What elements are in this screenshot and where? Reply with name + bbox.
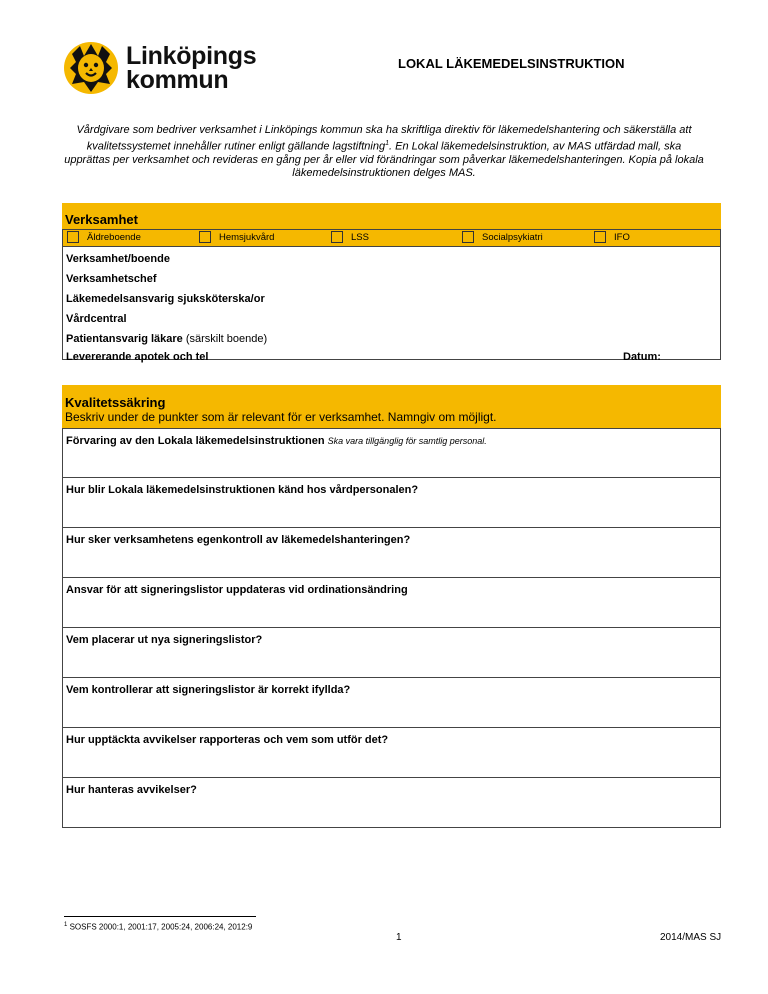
field-note: (särskilt boende) <box>182 333 268 345</box>
document-code: 2014/MAS SJ <box>660 932 722 943</box>
verksamhet-section <box>62 203 721 363</box>
document-title: LOKAL LÄKEMEDELSINSTRUKTION <box>398 56 625 71</box>
checkbox-square-icon <box>331 231 343 243</box>
question-list <box>62 428 721 828</box>
logo-line-2: kommun <box>126 66 229 94</box>
logo-wordmark <box>126 44 256 92</box>
question-label: Hur hanteras avvikelser? <box>66 784 197 796</box>
lion-emblem-icon <box>62 40 120 96</box>
question-box[interactable] <box>62 778 721 828</box>
footnote <box>64 922 252 932</box>
question-box[interactable] <box>62 678 721 728</box>
checkbox-label: IFO <box>614 232 630 243</box>
question-label <box>66 435 487 447</box>
checkbox-label: LSS <box>351 232 369 243</box>
page-number: 1 <box>396 932 402 943</box>
verksamhet-header <box>62 203 721 247</box>
question-box[interactable] <box>62 628 721 678</box>
field-vardcentral[interactable]: Vårdcentral <box>66 313 127 325</box>
checkbox-lss[interactable] <box>331 231 369 245</box>
kvalitet-section <box>62 385 721 828</box>
question-label: Hur upptäckta avvikelser rapporteras och vem som utför det? <box>66 734 389 746</box>
question-text: Förvaring av den Lokala läkemedelsinstruktionen <box>66 435 325 447</box>
verksamhet-type-checkboxes <box>62 229 721 247</box>
field-datum[interactable]: Datum: <box>623 351 661 363</box>
footnote-ref: 1 <box>385 140 390 147</box>
checkbox-square-icon <box>199 231 211 243</box>
question-note: Ska vara tillgänglig för samtlig personal. <box>327 436 487 446</box>
footnote-text: SOSFS 2000:1, 2001:17, 2005:24, 2006:24, 2012:9 <box>67 922 253 932</box>
question-box[interactable] <box>62 728 721 778</box>
field-verksamhetschef[interactable]: Verksamhetschef <box>66 273 157 285</box>
question-box[interactable] <box>62 478 721 528</box>
question-label: Vem kontrollerar att signeringslistor är korrekt ifyllda? <box>66 684 351 696</box>
footnote-divider <box>64 916 256 917</box>
verksamhet-fields <box>62 247 721 363</box>
checkbox-socialpsykiatri[interactable] <box>462 231 543 245</box>
field-verksamhet-boende[interactable]: Verksamhet/boende <box>66 253 170 265</box>
footnote-number: 1 <box>64 922 68 928</box>
field-patientansvarig-lakare[interactable] <box>66 333 267 345</box>
question-label: Hur sker verksamhetens egenkontroll av läkemedelshanteringen? <box>66 534 411 546</box>
logo <box>62 40 262 96</box>
intro-part-2: . En Lokal läkemedelsinstruktion, av MAS utfärdad mall, ska upprättas per verksamhet och revideras en gång per år eller vid förändringar som påverkar läkemedelshanteringen. Kopia på lokala läkemedelsinstruktionen delges MAS. <box>64 140 704 179</box>
field-lakemedelsansvarig-ssk[interactable]: Läkemedelsansvarig sjuksköterska/or <box>66 293 265 305</box>
intro-paragraph <box>64 124 704 180</box>
kvalitet-header <box>62 385 721 428</box>
question-label: Hur blir Lokala läkemedelsinstruktionen känd hos vårdpersonalen? <box>66 484 419 496</box>
checkbox-square-icon <box>67 231 79 243</box>
checkbox-square-icon <box>462 231 474 243</box>
intro-part-1: Vårdgivare som bedriver verksamhet i Linköpings kommun ska ha skriftliga direktiv för läkemedelshantering och säkerställa att kvalitetssystemet innehåller rutiner enligt gällande lagstiftning <box>76 124 692 153</box>
question-box[interactable] <box>62 528 721 578</box>
checkbox-label: Äldreboende <box>87 232 141 243</box>
question-box[interactable] <box>62 578 721 628</box>
checkbox-square-icon <box>594 231 606 243</box>
question-box[interactable] <box>62 428 721 478</box>
checkbox-ifo[interactable] <box>594 231 630 245</box>
checkbox-hemsjukvard[interactable] <box>199 231 274 245</box>
kvalitet-subtitle: Beskriv under de punkter som är relevant för er verksamhet. Namngiv om möjligt. <box>65 410 497 424</box>
checkbox-label: Socialpsykiatri <box>482 232 543 243</box>
kvalitet-title: Kvalitetssäkring <box>65 395 166 410</box>
checkbox-aldreboende[interactable] <box>67 231 141 245</box>
field-levererande-apotek[interactable]: Levererande apotek och tel <box>66 351 209 363</box>
question-label: Vem placerar ut nya signeringslistor? <box>66 634 263 646</box>
field-label: Patientansvarig läkare <box>66 333 183 345</box>
verksamhet-title: Verksamhet <box>65 212 138 227</box>
logo-line-1: Linköpings <box>126 42 257 70</box>
checkbox-label: Hemsjukvård <box>219 232 275 243</box>
question-label: Ansvar för att signeringslistor uppdateras vid ordinationsändring <box>66 584 408 596</box>
